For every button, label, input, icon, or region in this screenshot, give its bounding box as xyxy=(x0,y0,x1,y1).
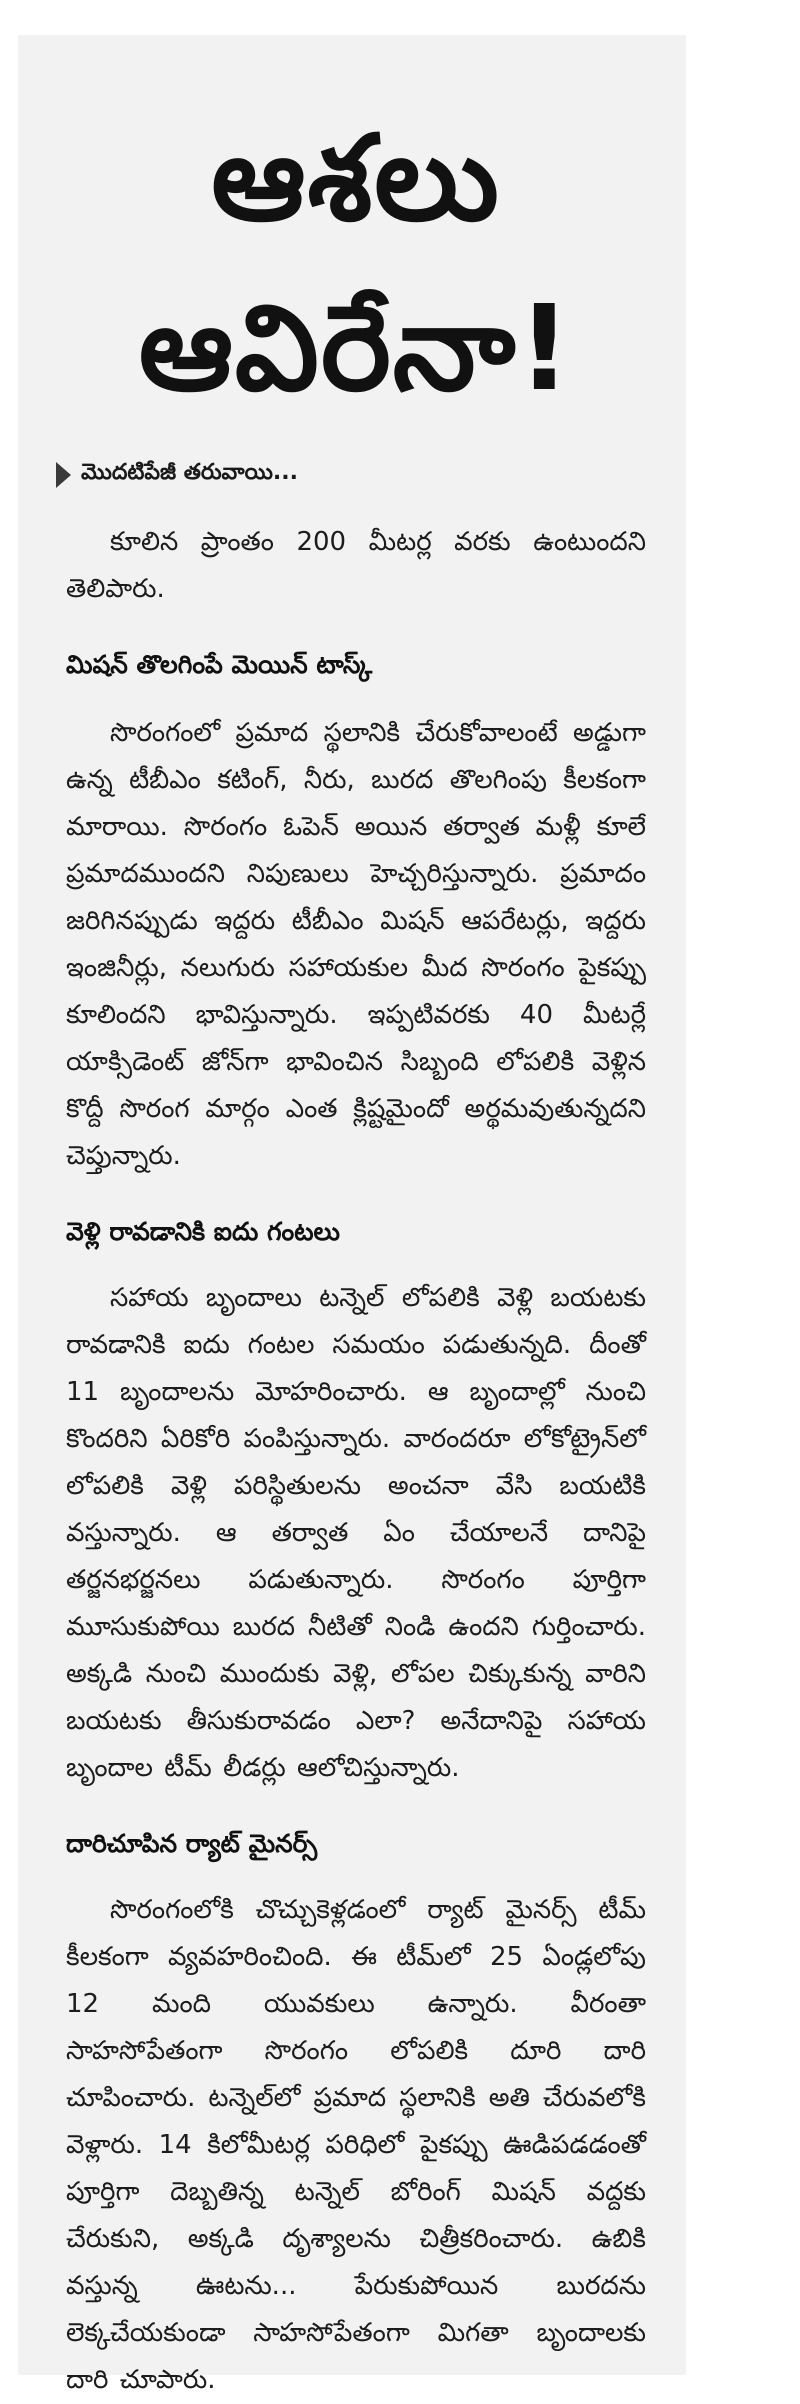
headline-line-1: ఆశలు xyxy=(211,109,501,247)
headline-line-2: ఆవిరేనా! xyxy=(138,279,574,417)
arrow-right-icon xyxy=(56,462,71,488)
intro-paragraph: కూలిన ప్రాంతం 200 మీటర్ల వరకు ఉంటుందని తెలిపారు. xyxy=(66,527,646,604)
continued-label: మొదటిపేజీ తరువాయి... xyxy=(81,460,298,485)
continued-from-front-page xyxy=(66,457,646,493)
section-heading-rat-miners: దారిచూపిన ర్యాట్ మైనర్స్ xyxy=(66,1829,318,1858)
section-heading-mission-removal: మిషన్ తొలగింపే మెయిన్ టాస్క్ xyxy=(66,650,373,679)
section-body-five-hours: సహాయ బృందాలు టన్నెల్ లోపలికి వెళ్లి బయటకు రావడానికి ఐదు గంటల సమయం పడుతున్నది. దీంతో 11 బృందాలను మోహరించారు. ఆ బృందాల్లో నుంచి కొందరిని ఏరికోరి పంపిస్తున్నారు. వారందరూ లోకోట్రైన్‌లో లోపలికి వెళ్లి పరిస్థితులను అంచనా వేసి బయటికి వస్తున్నారు. ఆ తర్వాత ఏం చేయాలనే దానిపై తర్జనభర్జనలు పడుతున్నారు. సొరంగం పూర్తిగా మూసుకుపోయి బురద నీటితో నిండి ఉందని గుర్తించారు. అక్కడి నుంచి ముందుకు వెళ్లి, లోపల చిక్కుకున్న వారిని బయటకు తీసుకురావడం ఎలా? అనేదానిపై సహాయ బృందాల టీమ్ లీడర్లు ఆలోచిస్తున్నారు. xyxy=(66,1283,646,1783)
section-body-mission-removal: సొరంగంలో ప్రమాద స్థలానికి చేరుకోవాలంటే అడ్డుగా ఉన్న టీబీఎం కటింగ్, నీరు, బురద తొలగింపు కీలకంగా మారాయి. సొరంగం ఓపెన్ అయిన తర్వాత మళ్లీ కూలే ప్రమాదముందని నిపుణులు హెచ్చరిస్తున్నారు. ప్రమాదం జరిగినప్పుడు ఇద్దరు టీబీఎం మిషన్ ఆపరేటర్లు, ఇద్దరు ఇంజినీర్లు, నలుగురు సహాయకుల మీద సొరంగం పైకప్పు కూలిందని భావిస్తున్నారు. ఇప్పటివరకు 40 మీటర్లే యాక్సిడెంట్ జోన్‌గా భావించిన సిబ్బంది లోపలికి వెళ్లిన కొద్దీ సొరంగ మార్గం ఎంత క్లిష్టమైందో అర్థమవుతున్నదని చెప్తున్నారు. xyxy=(66,718,646,1171)
section-heading-five-hours: వెళ్లి రావడానికి ఐదు గంటలు xyxy=(66,1217,340,1246)
section-body-rat-miners: సొరంగంలోకి చొచ్చుకెళ్లడంలో ర్యాట్ మైనర్స్ టీమ్ కీలకంగా వ్యవహరించింది. ఈ టీమ్‌లో 25 ఏండ్లలోపు 12 మంది యువకులు ఉన్నారు. వీరంతా సాహసోపేతంగా సొరంగం లోపలికి దూరి దారి చూపించారు. టన్నెల్‌లో ప్రమాద స్థలానికి అతి చేరువలోకి వెళ్లారు. 14 కిలోమీటర్ల పరిధిలో పైకప్పు ఊడిపడడంతో పూర్తిగా దెబ్బతిన్న టన్నెల్ బోరింగ్ మిషన్ వద్దకు చేరుకుని, అక్కడి దృశ్యాలను చిత్రీకరించారు. ఉబికి వస్తున్న ఊటను... పేరుకుపోయిన బురదను లెక్కచేయకుండా సాహసోపేతంగా మిగతా బృందాలకు దారి చూపారు. xyxy=(66,1895,646,2395)
headline xyxy=(66,35,646,433)
newspaper-clipping xyxy=(18,35,686,2395)
